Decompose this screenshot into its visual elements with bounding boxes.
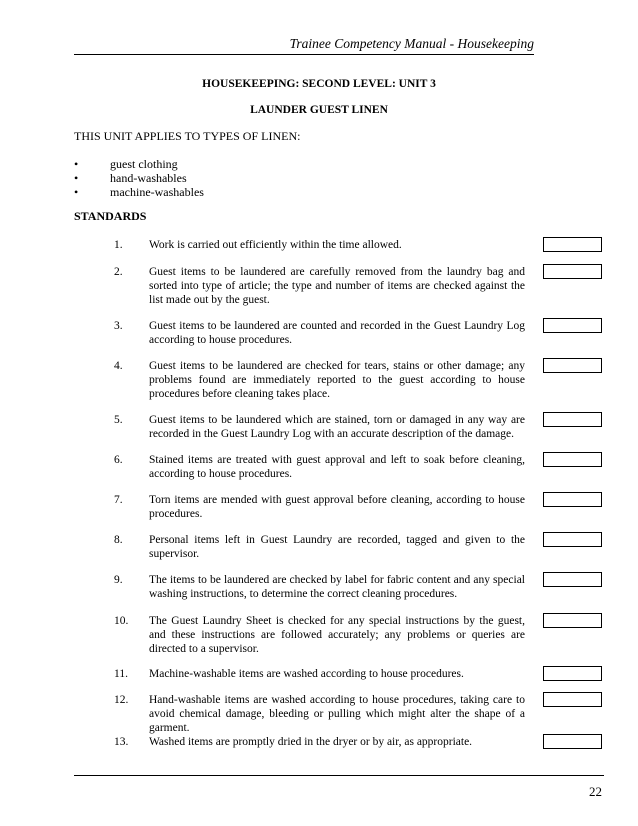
standard-text: Guest items to be laundered are counted and recorded in the Guest Laundry Log according to house procedures. bbox=[149, 320, 525, 346]
running-header bbox=[74, 36, 534, 55]
list-item bbox=[74, 171, 204, 185]
standard-number: 12. bbox=[114, 694, 129, 706]
standard-text: The Guest Laundry Sheet is checked for any special instructions by the guest, and these instructions are followed accurately; any problems or queries are directed to a supervisor. bbox=[149, 615, 525, 655]
standard-number: 4. bbox=[114, 360, 123, 372]
checkbox-field[interactable] bbox=[543, 237, 602, 252]
list-item-text: guest clothing bbox=[110, 157, 178, 171]
checkbox-field[interactable] bbox=[543, 613, 602, 628]
list-item bbox=[74, 157, 204, 171]
linen-type-list bbox=[74, 157, 204, 199]
checkbox-field[interactable] bbox=[543, 532, 602, 547]
standard-number: 8. bbox=[114, 534, 123, 546]
standard-text: Guest items to be laundered are checked for tears, stains or other damage; any problems found are immediately reported to the guest according to house procedures before cleaning takes place. bbox=[149, 360, 525, 400]
list-item-text: hand-washables bbox=[110, 171, 187, 185]
standard-text: Washed items are promptly dried in the dryer or by air, as appropriate. bbox=[149, 736, 473, 748]
standard-number: 9. bbox=[114, 574, 123, 586]
checkbox-field[interactable] bbox=[543, 692, 602, 707]
checkbox-field[interactable] bbox=[543, 666, 602, 681]
unit-subtitle: LAUNDER GUEST LINEN bbox=[250, 104, 388, 116]
standard-number: 2. bbox=[114, 266, 123, 278]
standard-text: The items to be laundered are checked by label for fabric content and any special washing instructions, to determine the correct cleaning procedures. bbox=[149, 574, 525, 600]
standard-number: 6. bbox=[114, 454, 123, 466]
checkbox-field[interactable] bbox=[543, 318, 602, 333]
standard-text: Personal items left in Guest Laundry are recorded, tagged and given to the supervisor. bbox=[149, 534, 525, 560]
standard-number: 10. bbox=[114, 615, 129, 627]
standard-text: Torn items are mended with guest approval before cleaning, according to house procedures. bbox=[149, 494, 525, 520]
checkbox-field[interactable] bbox=[543, 412, 602, 427]
standard-text: Stained items are treated with guest approval and left to soak before cleaning, according to house procedures. bbox=[149, 454, 525, 480]
list-item-text: machine-washables bbox=[110, 185, 204, 199]
standard-text: Guest items to be laundered which are stained, torn or damaged in any way are recorded in the Guest Laundry Log with an accurate description of the damage. bbox=[149, 414, 525, 440]
standard-text: Machine-washable items are washed according to house procedures. bbox=[149, 668, 464, 680]
standard-text: Hand-washable items are washed according to house procedures, taking care to avoid chemical damage, bleeding or pulling which might alter the shape of a garment. bbox=[149, 694, 525, 734]
checkbox-field[interactable] bbox=[543, 492, 602, 507]
bullet-icon: • bbox=[74, 171, 79, 185]
standards-heading: STANDARDS bbox=[74, 209, 147, 223]
standard-text: Work is carried out efficiently within the time allowed. bbox=[149, 239, 402, 251]
standard-text: Guest items to be laundered are carefully removed from the laundry bag and sorted into type of article; the type and number of items are checked against the list made out by the guest. bbox=[149, 266, 525, 306]
standard-number: 1. bbox=[114, 239, 123, 251]
unit-title: HOUSEKEEPING: SECOND LEVEL: UNIT 3 bbox=[202, 78, 436, 90]
checkbox-field[interactable] bbox=[543, 572, 602, 587]
applies-statement: THIS UNIT APPLIES TO TYPES OF LINEN: bbox=[74, 129, 301, 143]
checkbox-field[interactable] bbox=[543, 734, 602, 749]
checkbox-field[interactable] bbox=[543, 264, 602, 279]
standard-number: 3. bbox=[114, 320, 123, 332]
bullet-icon: • bbox=[74, 185, 79, 199]
standard-number: 11. bbox=[114, 668, 128, 680]
list-item bbox=[74, 185, 204, 199]
checkbox-field[interactable] bbox=[543, 358, 602, 373]
checkbox-field[interactable] bbox=[543, 452, 602, 467]
footer-divider bbox=[74, 775, 604, 776]
header-text: Trainee Competency Manual - Housekeeping bbox=[289, 36, 534, 51]
standard-number: 5. bbox=[114, 414, 123, 426]
standard-number: 13. bbox=[114, 736, 129, 748]
standard-number: 7. bbox=[114, 494, 123, 506]
bullet-icon: • bbox=[74, 157, 79, 171]
page-number: 22 bbox=[589, 784, 602, 799]
